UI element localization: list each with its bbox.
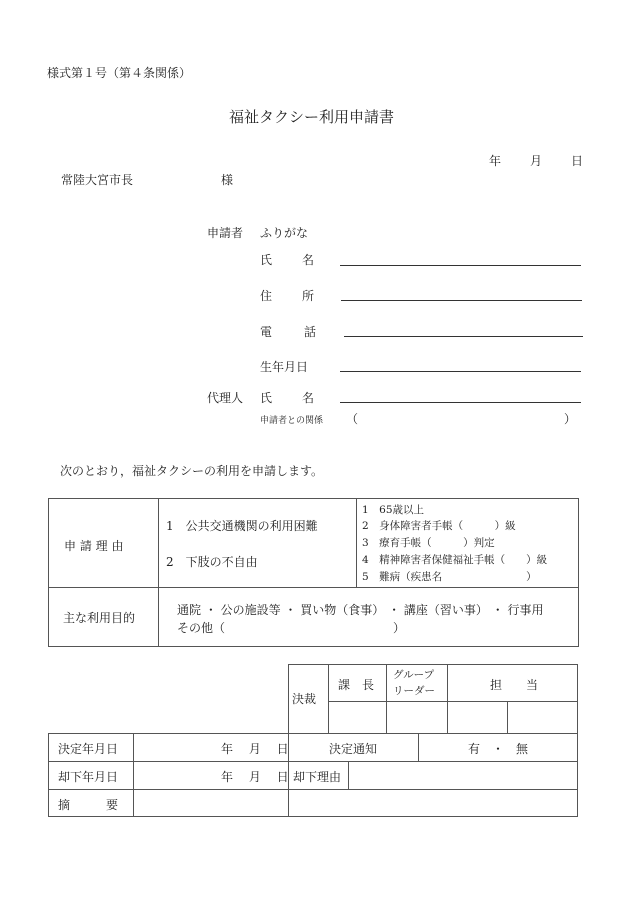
staff-stamp-2[interactable] xyxy=(509,703,576,732)
purpose-options[interactable]: 通院 ・ 公の施設等 ・ 買い物（食事） ・ 講座（習い事） ・ 行事用 xyxy=(177,603,544,617)
birthdate-label: 生年月日 xyxy=(260,360,309,374)
addressee-honorific: 様 xyxy=(221,173,234,187)
address-field[interactable] xyxy=(341,300,582,301)
date-day-label: 日 xyxy=(571,154,584,168)
relation-paren-open: （ xyxy=(346,412,359,426)
reason-option-1[interactable]: 1 公共交通機関の利用困難 xyxy=(166,519,318,533)
furigana-label: ふりがな xyxy=(260,226,309,240)
sub-option-4[interactable]: 4 精神障害者保健福祉手帳（ ）級 xyxy=(362,554,548,566)
purpose-header: 主な利用目的 xyxy=(63,611,136,625)
section-chief-label: 課 長 xyxy=(338,678,375,692)
sub-option-2[interactable]: 2 身体障害者手帳（ ）級 xyxy=(362,520,516,532)
sub-option-5[interactable]: 5 難病（疾患名 ） xyxy=(362,571,537,583)
relation-paren-close: ） xyxy=(564,412,577,426)
agent-name-field[interactable] xyxy=(340,402,581,403)
rejection-reason-field[interactable] xyxy=(350,763,576,788)
date-year-label: 年 xyxy=(489,154,502,168)
statement: 次のとおり，福祉タクシーの利用を申請します。 xyxy=(60,464,324,478)
relation-label: 申請者との関係 xyxy=(260,416,324,426)
address-label-a: 住 xyxy=(260,289,273,303)
name-label-a: 氏 xyxy=(260,253,273,267)
sub-option-3[interactable]: 3 療育手帳（ ）判定 xyxy=(362,537,495,549)
birthdate-field[interactable] xyxy=(340,371,581,372)
rejection-date-label: 却下年月日 xyxy=(58,770,119,784)
page-title: 福祉タクシー利用申請書 xyxy=(229,108,395,126)
phone-label-b: 話 xyxy=(304,325,317,339)
addressee-name: 常陸大宮市長 xyxy=(61,173,134,187)
group-leader-stamp[interactable] xyxy=(388,703,446,732)
decision-date-label: 決定年月日 xyxy=(58,742,119,756)
group-leader-label-1: グループ xyxy=(393,669,435,681)
agent-name-label-a: 氏 xyxy=(260,391,273,405)
phone-field[interactable] xyxy=(344,336,583,337)
agent-label: 代理人 xyxy=(207,391,244,405)
date-month-label: 月 xyxy=(530,154,543,168)
section-chief-stamp[interactable] xyxy=(330,703,385,732)
purpose-other[interactable]: その他（ ） xyxy=(177,621,406,635)
staff-label: 担 当 xyxy=(490,678,539,692)
approval-label: 決裁 xyxy=(292,692,317,706)
group-leader-label-2: リーダー xyxy=(393,685,435,697)
staff-stamp-1[interactable] xyxy=(449,703,506,732)
sub-option-1[interactable]: 1 65歳以上 xyxy=(362,504,425,516)
summary-field[interactable] xyxy=(135,791,287,816)
name-label-b: 名 xyxy=(302,253,315,267)
decision-notice-value[interactable]: 有 ・ 無 xyxy=(468,742,529,756)
phone-label-a: 電 xyxy=(260,325,273,339)
address-label-b: 所 xyxy=(302,289,315,303)
reason-header: 申 請 理 由 xyxy=(64,539,124,553)
summary-label: 摘 要 xyxy=(58,798,119,812)
decision-notice-label: 決定通知 xyxy=(329,742,378,756)
name-field[interactable] xyxy=(340,265,581,266)
applicant-label: 申請者 xyxy=(207,226,244,240)
decision-date-value[interactable]: 年 月 日 xyxy=(221,742,289,756)
rejection-date-value[interactable]: 年 月 日 xyxy=(221,770,289,784)
form-number: 様式第１号（第４条関係） xyxy=(47,66,192,80)
agent-name-label-b: 名 xyxy=(302,391,315,405)
reason-option-2[interactable]: 2 下肢の不自由 xyxy=(166,555,258,569)
rejection-reason-label: 却下理由 xyxy=(293,770,342,784)
